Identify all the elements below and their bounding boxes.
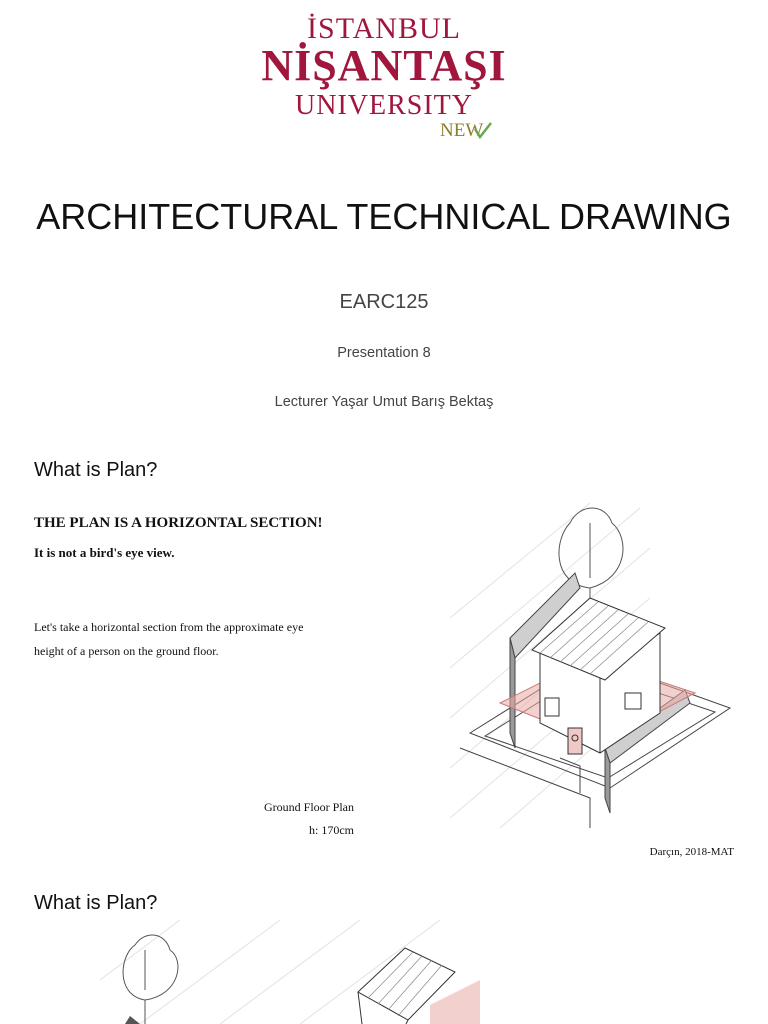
checkmark-icon bbox=[474, 122, 492, 140]
logo-new-tag: NEW bbox=[440, 120, 484, 141]
lecturer-name: Lecturer Yaşar Umut Barış Bektaş bbox=[274, 394, 494, 410]
plan-statement: THE PLAN IS A HORIZONTAL SECTION! bbox=[34, 515, 323, 531]
plan-note: It is not a bird's eye view. bbox=[34, 545, 175, 560]
plan-description: Let's take a horizontal section from the approximate eye height of a person on the ground floor. bbox=[34, 620, 304, 658]
figure-credit: Darçın, 2018-MAT bbox=[649, 846, 734, 858]
presentation-number: Presentation 8 bbox=[337, 345, 431, 361]
course-code: EARC125 bbox=[339, 291, 429, 313]
logo-istanbul: İSTANBUL bbox=[307, 12, 461, 45]
house-plan-illustration bbox=[100, 920, 480, 1024]
figure-caption-title: Ground Floor Plan bbox=[264, 800, 354, 814]
logo-university: UNIVERSITY bbox=[295, 90, 473, 121]
figure-caption-height: h: 170cm bbox=[309, 823, 354, 837]
house-section-illustration bbox=[440, 498, 740, 838]
slide2-heading: What is Plan? bbox=[34, 892, 158, 914]
logo-nisantasi: NİŞANTAŞI bbox=[261, 41, 507, 90]
page-title: ARCHITECTURAL TECHNICAL DRAWING bbox=[36, 196, 732, 237]
slide1-heading: What is Plan? bbox=[34, 459, 158, 481]
